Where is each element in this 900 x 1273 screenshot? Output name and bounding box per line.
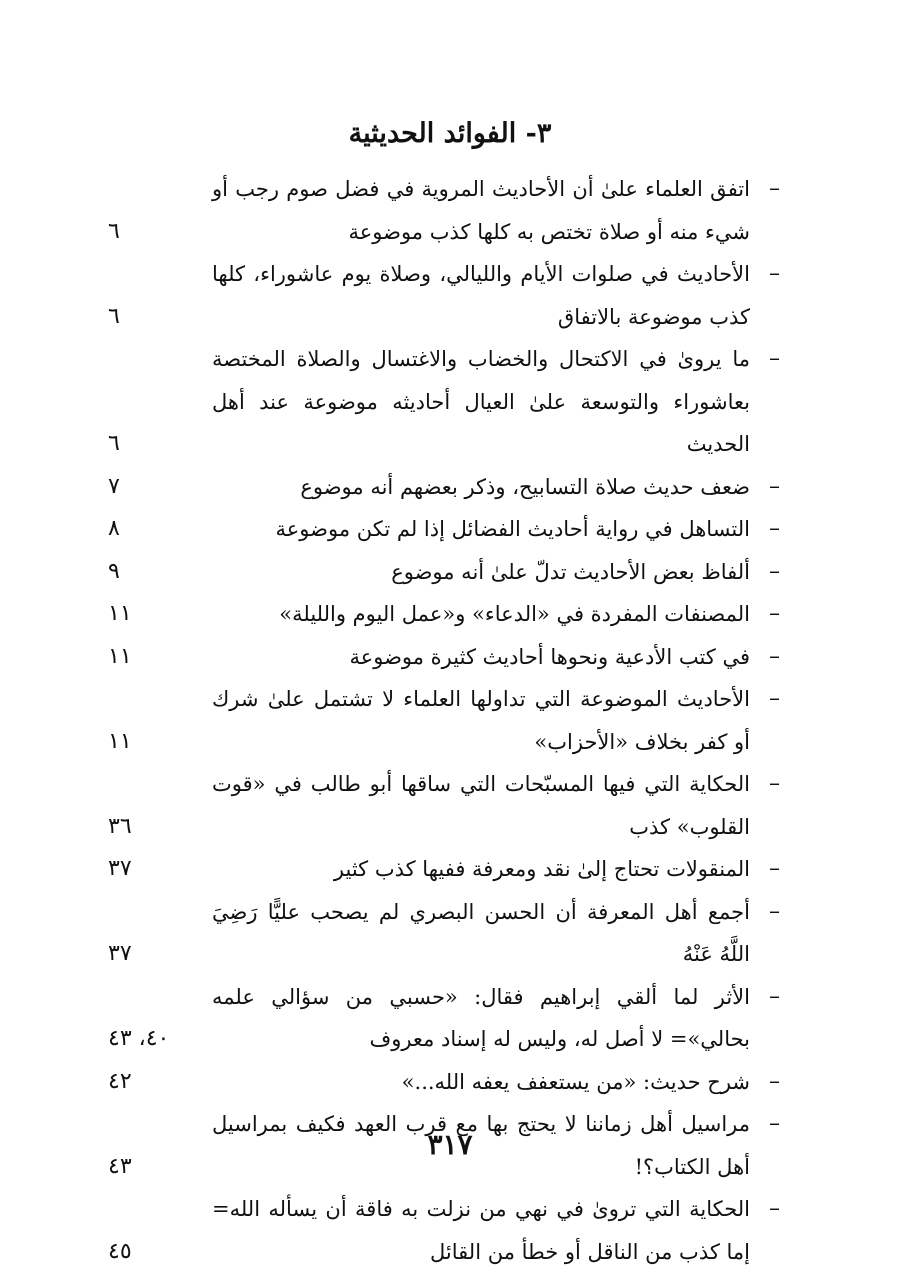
entry-text: ألفاظ بعض الأحاديث تدلّ علىٰ أنه موضوع — [198, 551, 750, 594]
entry-dash: – — [769, 593, 780, 636]
entry-dash: – — [769, 763, 780, 806]
entry-text: اتفق العلماء علىٰ أن الأحاديث المروية في فضل صوم رجب أو شيء منه أو صلاة تختص به كلها كذب موضوعة — [198, 168, 750, 253]
index-entry — [108, 551, 780, 594]
entry-page-ref: ٧ — [108, 466, 198, 509]
entry-dash: – — [769, 338, 780, 381]
entry-text: المنقولات تحتاج إلىٰ نقد ومعرفة ففيها كذب كثير — [198, 848, 750, 891]
index-entry — [108, 253, 780, 338]
index-entry — [108, 763, 780, 848]
entry-dash: – — [769, 253, 780, 296]
index-entry — [108, 848, 780, 891]
entry-dash: – — [769, 678, 780, 721]
entry-text: الحكاية التي تروىٰ في نهي من نزلت به فاقة أن يسأله الله= إما كذب من الناقل أو خطأ من القائل — [198, 1188, 750, 1273]
index-entry — [108, 466, 780, 509]
page-number: ٣١٧ — [0, 1128, 900, 1161]
entry-text: أجمع أهل المعرفة أن الحسن البصري لم يصحب عليًّا رَضِيَ اللَّهُ عَنْهُ — [198, 891, 750, 976]
index-entry — [108, 508, 780, 551]
entry-text: ضعف حديث صلاة التسابيح، وذكر بعضهم أنه موضوع — [198, 466, 750, 509]
entry-page-ref: ٤٠، ٤٣ — [108, 1018, 198, 1061]
entry-text: التساهل في رواية أحاديث الفضائل إذا لم تكن موضوعة — [198, 508, 750, 551]
index-entry — [108, 1188, 780, 1273]
index-entry — [108, 976, 780, 1061]
entry-dash: – — [769, 551, 780, 594]
entry-page-ref: ٨ — [108, 508, 198, 551]
entry-page-ref: ٦ — [108, 296, 198, 339]
index-entry — [108, 338, 780, 466]
index-entry — [108, 1061, 780, 1104]
index-entry — [108, 593, 780, 636]
index-entry — [108, 891, 780, 976]
entry-text: الأحاديث الموضوعة التي تداولها العلماء لا تشتمل علىٰ شرك أو كفر بخلاف «الأحزاب» — [198, 678, 750, 763]
entry-dash: – — [769, 891, 780, 934]
entry-text: مراسيل أهل زماننا لا يحتج بها مع قرب العهد فكيف بمراسيل أهل الكتاب؟! — [198, 1103, 750, 1188]
entry-dash: – — [769, 1061, 780, 1104]
entry-text: المصنفات المفردة في «الدعاء» و«عمل اليوم والليلة» — [198, 593, 750, 636]
entry-text: في كتب الأدعية ونحوها أحاديث كثيرة موضوعة — [198, 636, 750, 679]
entry-page-ref: ٦ — [108, 423, 198, 466]
entry-page-ref: ٣٦ — [108, 806, 198, 849]
entry-page-ref: ٣٧ — [108, 933, 198, 976]
entry-text: الحكاية التي فيها المسبّحات التي ساقها أبو طالب في «قوت القلوب» كذب — [198, 763, 750, 848]
entry-dash: – — [769, 636, 780, 679]
entry-page-ref: ١١ — [108, 593, 198, 636]
entry-dash: – — [769, 508, 780, 551]
entry-dash: – — [769, 976, 780, 1019]
index-entry — [108, 678, 780, 763]
index-entries — [108, 168, 780, 1273]
entry-page-ref: ٤٣ — [108, 1146, 198, 1189]
entry-page-ref: ٤٢ — [108, 1061, 198, 1104]
entry-text: الأثر لما ألقي إبراهيم فقال: «حسبي من سؤالي علمه بحالي»= لا أصل له، وليس له إسناد معروف — [198, 976, 750, 1061]
entry-page-ref: ٦ — [108, 211, 198, 254]
entry-page-ref: ٣٧ — [108, 848, 198, 891]
index-entry — [108, 636, 780, 679]
entry-dash: – — [769, 1103, 780, 1146]
entry-page-ref: ٩ — [108, 551, 198, 594]
entry-text: شرح حديث: «من يستعفف يعفه الله...» — [198, 1061, 750, 1104]
entry-dash: – — [769, 466, 780, 509]
entry-text: ما يروىٰ في الاكتحال والخضاب والاغتسال والصلاة المختصة بعاشوراء والتوسعة علىٰ العيال أحاديثه موضوعة عند أهل الحديث — [198, 338, 750, 466]
entry-page-ref: ١١ — [108, 721, 198, 764]
entry-text: الأحاديث في صلوات الأيام والليالي، وصلاة يوم عاشوراء، كلها كذب موضوعة بالاتفاق — [198, 253, 750, 338]
entry-dash: – — [769, 168, 780, 211]
entry-dash: – — [769, 848, 780, 891]
entry-dash: – — [769, 1188, 780, 1231]
entry-page-ref: ٤٥ — [108, 1231, 198, 1273]
section-title: ٣- الفوائد الحديثية — [0, 118, 900, 149]
index-entry — [108, 168, 780, 253]
entry-page-ref: ١١ — [108, 636, 198, 679]
